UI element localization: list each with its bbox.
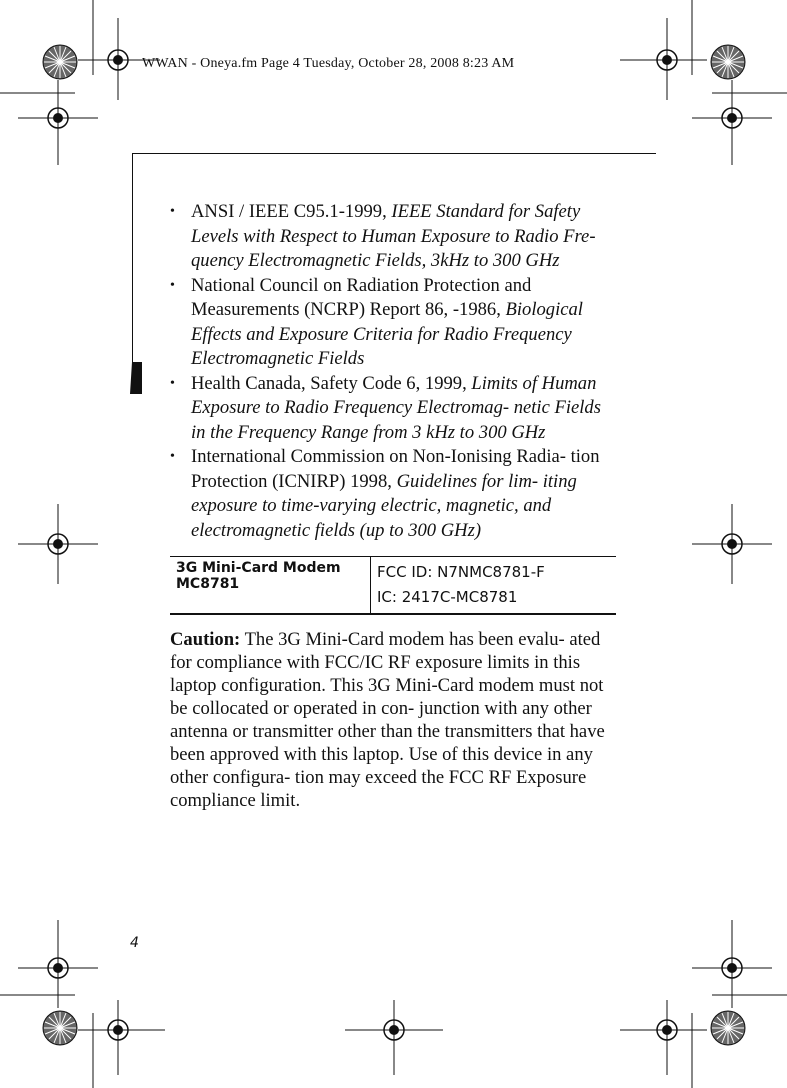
page-content <box>170 200 620 812</box>
list-item-title: Guidelines for lim- iting exposure to time-varying electric, magnetic, and electromagnetic fields (up to 300 GHz) <box>191 470 577 541</box>
fcc-id: FCC ID: N7NMC8781-F <box>377 563 545 581</box>
list-item <box>170 372 620 446</box>
list-item-text: ANSI / IEEE C95.1-1999, <box>191 201 392 222</box>
standards-list <box>170 200 620 543</box>
list-item-title: Biological Effects and Exposure Criteria for Radio Frequency Electromagnetic Fields <box>191 299 583 369</box>
caution-paragraph <box>170 628 620 812</box>
registration-star-top-left <box>43 45 77 79</box>
registration-star-bottom-left <box>43 1011 77 1045</box>
modem-ids-cell <box>371 557 617 615</box>
thumb-tab-mark <box>130 362 142 394</box>
list-item-text: National Council on Radiation Protection and Measurements (NCRP) Report 86, -1986, <box>191 274 532 320</box>
modem-name-cell: 3G Mini-Card Modem MC8781 <box>170 557 371 615</box>
list-item-text: International Commission on Non-Ionising Radia- tion Protection (ICNIRP) 1998, <box>191 446 600 492</box>
print-header: WWAN - Oneya.fm Page 4 Tuesday, October 28, 2008 8:23 AM <box>142 56 515 71</box>
registration-star-top-right <box>711 45 745 79</box>
modem-spec-table <box>170 556 616 615</box>
page-number: 4 <box>130 935 139 951</box>
caution-label: Caution: <box>170 629 241 650</box>
table-row <box>170 557 616 615</box>
frame-rule-left <box>132 153 133 363</box>
list-item-title: Limits of Human Exposure to Radio Frequency Electromag- netic Fields in the Frequency Range from 3 kHz to 300 GHz <box>191 372 601 443</box>
registration-star-bottom-right <box>711 1011 745 1045</box>
frame-rule-top <box>132 153 656 154</box>
list-item-text: Health Canada, Safety Code 6, 1999, <box>191 372 472 394</box>
list-item <box>170 274 620 372</box>
list-item <box>170 445 620 543</box>
caution-text: The 3G Mini-Card modem has been evalu- ated for compliance with FCC/IC RF exposure limits in this laptop configuration. This 3G Mini-Card modem must not be collocated or operated in con- junction with any other antenna or transmitter other than the transmitters that have been approved with this laptop. Use of this device in any other configura- tion may exceed the FCC RF Exposure compliance limit. <box>170 629 605 811</box>
list-item-title: IEEE Standard for Safety Levels with Respect to Human Exposure to Radio Fre- quency Electromagnetic Fields, 3kHz to 300 GHz <box>191 201 596 271</box>
ic-id: IC: 2417C-MC8781 <box>377 588 518 606</box>
list-item <box>170 200 620 274</box>
